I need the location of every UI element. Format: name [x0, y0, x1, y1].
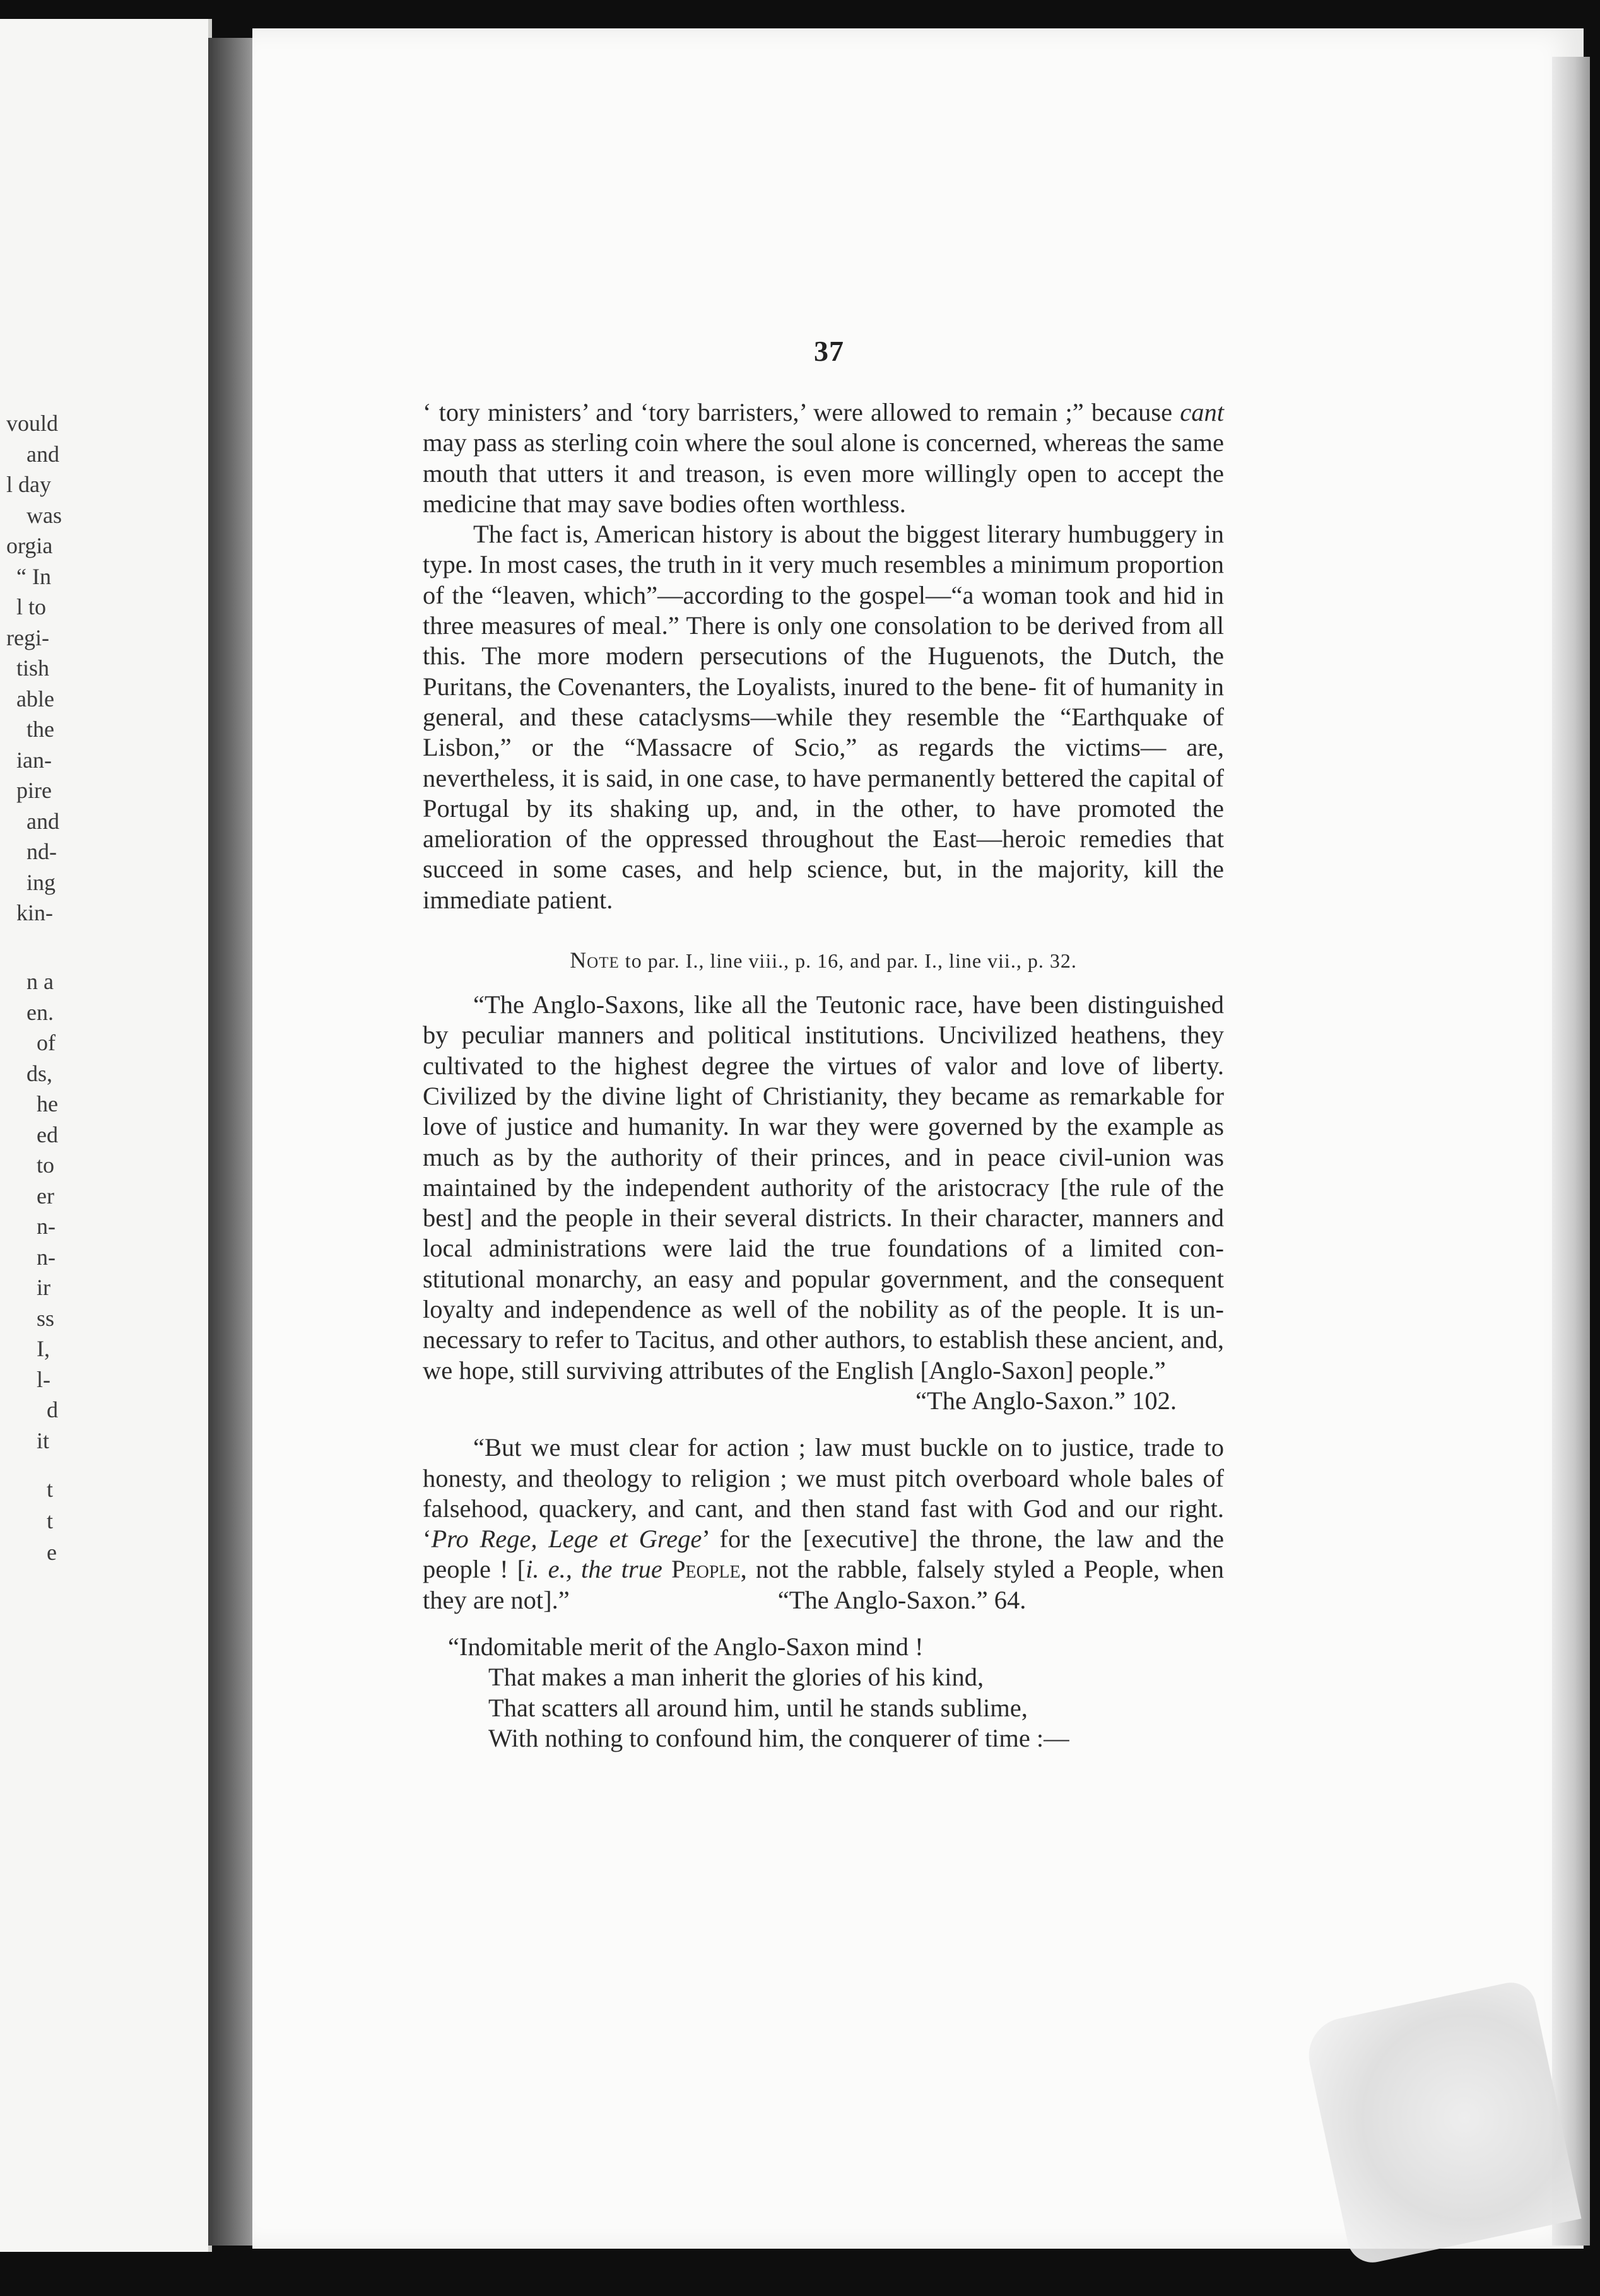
previous-page-fragment: l day	[6, 472, 51, 497]
poem-line: With nothing to confound him, the conquerer of time :—	[488, 1723, 1069, 1752]
q1-line: love of justice and humanity. In war they were governed by the example	[423, 1112, 1203, 1141]
previous-page-fragment: ed	[37, 1122, 58, 1147]
q2-italic-ie: i. e., the true	[526, 1555, 662, 1584]
previous-page-fragment: n-	[37, 1244, 56, 1270]
previous-page-fragment: ir	[37, 1275, 50, 1300]
q1-line: “The Anglo-Saxons, like all the Teutonic race, have been distinguished	[473, 990, 1224, 1019]
previous-page-fragment: n a	[26, 969, 54, 994]
previous-page-fragment: able	[16, 686, 54, 712]
p2-line: proportion of the “leaven, which”—according to the gospel—“a woman	[423, 550, 1224, 609]
paragraph-continued	[423, 397, 1224, 519]
q2-line4-post: ’ for the [executive] the throne, the law and	[702, 1525, 1182, 1554]
p2-line: fit of humanity in general, and these cataclysms—while they resemble the	[423, 672, 1224, 731]
p1-line: the same mouth that utters it and treason, is even more willingly open to	[423, 428, 1224, 488]
previous-page-fragment: ing	[26, 869, 56, 895]
p1-line: accept the medicine that may save bodies often worthless.	[423, 459, 1224, 518]
previous-page	[0, 19, 212, 2252]
q1-line: and local administrations were laid the true foundations of a limited con-	[423, 1204, 1224, 1263]
q2-line3: of falsehood, quackery, and cant, and then stand fast with God and our	[423, 1463, 1225, 1523]
previous-page-fragment: l to	[16, 594, 47, 619]
q1-line: necessary to refer to Tacitus, and other authors, to establish these ancient,	[423, 1325, 1181, 1354]
page-number: 37	[814, 335, 844, 367]
previous-page-fragment: d	[47, 1397, 58, 1422]
p2-line: in type. In most cases, the truth in it very much resembles a minimum	[423, 520, 1224, 579]
previous-page-fragment: n-	[37, 1214, 56, 1239]
q2-line5-pre: the people ! [	[423, 1525, 1225, 1584]
note-label: Note	[570, 947, 620, 973]
quote-attribution-102: “The Anglo-Saxon.” 102.	[915, 1386, 1177, 1415]
previous-page-fragment: and	[26, 441, 59, 467]
previous-page-fragment: it	[37, 1427, 50, 1453]
q2-line5-post: , not the rabble, falsely styled a People,	[740, 1555, 1160, 1584]
quote-attribution-64: “The Anglo-Saxon.” 64.	[777, 1585, 1026, 1614]
p2-line: the Dutch, the Puritans, the Covenanters, the Loyalists, inured to the bene-	[423, 641, 1224, 701]
previous-page-fragment: he	[37, 1091, 58, 1116]
previous-page-fragment: vould	[6, 411, 59, 436]
p1-line: cant may pass as sterling coin where the soul alone is concerned, whereas	[423, 398, 1224, 457]
previous-page-fragment: and	[26, 808, 59, 834]
note-reference: to par. I., line viii., p. 16, and par. I., line vii., p. 32.	[619, 949, 1077, 973]
page-text	[423, 397, 1224, 1754]
q1-line: by peculiar manners and political institutions. Uncivilized heathens, they	[423, 1021, 1224, 1050]
previous-page-fragment: nd-	[26, 839, 57, 864]
previous-page-fragment: the	[26, 717, 54, 742]
q1-line: stitutional monarchy, an easy and popular government, and the consequent	[423, 1264, 1224, 1293]
q1-line: cultivated to the highest degree the virtues of valor and love of liberty.	[423, 1051, 1224, 1080]
q1-line: maintained by the independent authority of the aristocracy [the rule of the	[423, 1173, 1224, 1202]
p2-line: capital of Portugal by its shaking up, and, in the other, to have promoted	[423, 763, 1224, 823]
previous-page-fragment: pire	[16, 778, 52, 803]
previous-page-fragment: was	[26, 502, 62, 528]
poem-line: “Indomitable merit of the Anglo-Saxon mind !	[448, 1632, 924, 1661]
q1-line: loyalty and independence as well of the nobility as of the people. It is un-	[423, 1295, 1224, 1324]
quote-anglo-saxons	[423, 990, 1224, 1386]
poem	[423, 1632, 1224, 1754]
previous-page-fragment: e	[47, 1540, 57, 1565]
previous-page-fragment: ds,	[26, 1060, 53, 1086]
q1-line: best] and the people in their several districts. In their character, manners	[423, 1204, 1187, 1233]
q1-line: as much as by the authority of their princes, and in peace civil-union was	[423, 1112, 1224, 1171]
previous-page-fragment: orgia	[6, 533, 53, 558]
previous-page-fragment: “ In	[16, 563, 51, 589]
p2-line: immediate patient.	[423, 885, 613, 914]
previous-page-fragment: l-	[37, 1366, 50, 1392]
p2-line: The fact is, American history is about the biggest literary humbuggery	[473, 520, 1204, 549]
quote-clear-for-action	[423, 1432, 1224, 1615]
p2-line: be derived from all this. The more modern persecutions of the Huguenots,	[423, 611, 1224, 671]
page-corner-stain	[1302, 1978, 1582, 2267]
q2-line2: to honesty, and theology to religion ; we must pitch overboard whole bales	[423, 1433, 1225, 1492]
previous-page-fragment: t	[47, 1477, 54, 1502]
previous-page-fragment: I,	[37, 1336, 50, 1361]
q2-line1: “But we must clear for action ; law must buckle on to justice, trade	[473, 1433, 1195, 1462]
previous-page-fragment: to	[37, 1152, 55, 1178]
poem-line: That makes a man inherit the glories of his kind,	[488, 1663, 984, 1692]
q2-line4-pre: right. ‘	[423, 1494, 1225, 1554]
previous-page-fragment: kin-	[16, 900, 53, 925]
p2-line: took and hid in three measures of meal.” There is only one consolation to	[423, 580, 1225, 640]
q2-line6: when they are not].”	[423, 1555, 1224, 1614]
previous-page-fragment: ian-	[16, 747, 52, 773]
q2-people-smallcaps: People	[662, 1555, 741, 1584]
italic-word: cant	[1180, 398, 1224, 426]
p2-line: the amelioration of the oppressed throughout the East—heroic remedies	[423, 794, 1224, 853]
previous-page-fragment: of	[37, 1030, 56, 1055]
previous-page-text-fragments	[0, 19, 208, 2252]
previous-page-fragment: en.	[26, 999, 54, 1025]
page-edge	[1552, 57, 1590, 2246]
p1-line: ‘ tory ministers’ and ‘tory barristers,’ were allowed to remain ;” because	[423, 398, 1180, 426]
note-heading	[423, 947, 1224, 973]
previous-page-fragment: er	[37, 1183, 54, 1209]
previous-page-fragment: regi-	[6, 624, 49, 650]
q1-line: Civilized by the divine light of Christianity, they became as remarkable for	[423, 1081, 1224, 1110]
paragraph-american-history	[423, 519, 1224, 915]
previous-page-fragment: tish	[16, 655, 50, 681]
q1-line: and, we hope, still surviving attributes of the English [Anglo-Saxon] people.”	[423, 1325, 1224, 1385]
p2-line: that succeed in some cases, and help science, but, in the majority, kill the	[423, 824, 1224, 884]
p2-line: are, nevertheless, it is said, in one case, to have permanently bettered the	[423, 733, 1224, 792]
previous-page-fragment: ss	[37, 1305, 55, 1331]
previous-page-fragment: t	[47, 1508, 54, 1533]
p2-line: “Earthquake of Lisbon,” or the “Massacre of Scio,” as regards the victims—	[423, 702, 1225, 762]
poem-line: That scatters all around him, until he stands sublime,	[488, 1693, 1028, 1722]
q2-latin-motto: Pro Rege, Lege et Grege	[431, 1525, 702, 1554]
